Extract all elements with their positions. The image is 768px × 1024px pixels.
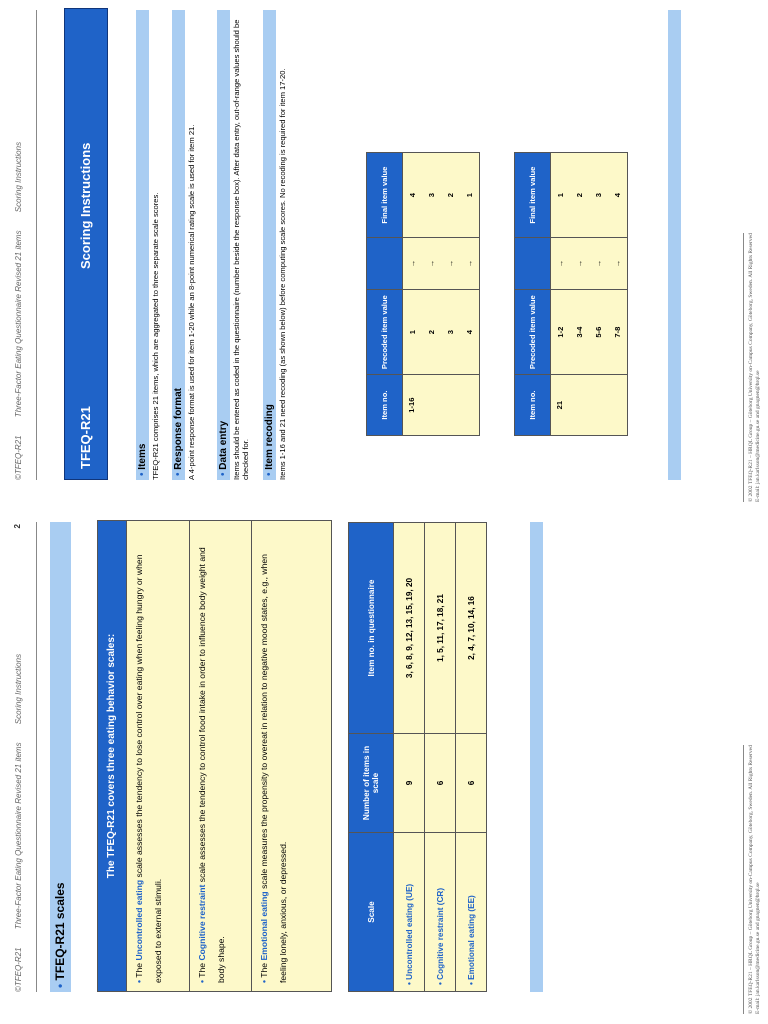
footer-rule [743, 745, 744, 1014]
section-title: Item recoding [264, 404, 275, 470]
scales-box-title: The TFEQ-R21 covers three eating behavior scales: [98, 521, 126, 991]
final-cell: 3 [589, 153, 608, 238]
count-cell: 9 [394, 734, 425, 833]
bullet-icon: • [404, 979, 414, 985]
bullet-icon: • [197, 979, 207, 983]
bullet-icon: • [173, 472, 184, 476]
scales-table [348, 522, 487, 992]
section-heading-items [136, 10, 149, 480]
section-title: Response format [173, 388, 184, 470]
count-cell: 6 [456, 734, 487, 833]
final-cell: 2 [441, 153, 460, 238]
arrow-icon: → [460, 238, 480, 290]
desc-post: scale assesses the tendency to lose control over eating when feeling hungry or when exposed to external stimuli. [134, 554, 163, 983]
bullet-icon: • [137, 472, 148, 476]
header-title: Three-Factor Eating Questionnaire Revised 21 items [14, 742, 23, 930]
items-cell: 3, 6, 8, 9, 12, 13, 15, 19, 20 [394, 523, 425, 734]
section-heading [50, 522, 71, 992]
bullet-icon: • [53, 983, 67, 988]
scale-name: Emotional eating (EE) [466, 895, 476, 980]
col-header-final: Final item value [367, 153, 403, 238]
scale-name-cell [394, 833, 425, 992]
scale-description-ee [251, 521, 318, 991]
col-header-number: Number of items in scale [349, 734, 394, 833]
bottom-bar [668, 10, 681, 480]
bullet-icon: • [264, 472, 275, 476]
final-cell: 2 [570, 153, 589, 238]
col-header-precoded: Precoded item value [515, 290, 551, 375]
bullet-icon: • [466, 979, 476, 985]
section-title: Data entry [218, 420, 229, 470]
table-row [394, 523, 425, 992]
footer-email: E-mail: jan.karlsson@medicine.gu.se and gnagnen@hrql.se [755, 882, 761, 1014]
section-text-recoding: Items 1-16 and 21 need recoding (as shown below) before computing scale scores. No recoding is required for item 17-20. [278, 68, 287, 480]
section-heading-recoding [263, 10, 276, 480]
precoded-cell: 7-8 [608, 290, 628, 375]
footer-email: E-mail: jan.karlsson@medicine.gu.se and gnagnen@hrql.se [755, 370, 761, 502]
arrow-icon: → [403, 238, 423, 290]
col-header-arrow [367, 238, 403, 290]
table-row [456, 523, 487, 992]
page-footer [748, 745, 762, 1014]
scales-description-box [97, 520, 332, 992]
recode-table-21 [514, 152, 628, 436]
table-header-row [349, 523, 394, 992]
precoded-cell: 1 [403, 290, 423, 375]
header-section: Scoring Instructions [14, 141, 23, 213]
precoded-cell: 3-4 [570, 290, 589, 375]
scale-description-ue [126, 521, 189, 991]
header-title: Three-Factor Eating Questionnaire Revised 21 items [14, 230, 23, 418]
title-band-right: Scoring Instructions [78, 142, 93, 269]
desc-post: scale measures the propensity to overeat in relation to negative mood states, e.g., when feeling lonely, anxious, or depressed. [259, 554, 288, 983]
title-band-left: TFEQ-R21 [78, 406, 93, 469]
header-rule [36, 10, 37, 480]
table-row [551, 153, 571, 436]
arrow-icon: → [441, 238, 460, 290]
item-cell: 21 [551, 375, 628, 436]
scale-name-cell [425, 833, 456, 992]
scale-name: Uncontrolled eating (UE) [404, 883, 414, 980]
desc-pre: The [134, 960, 144, 978]
page-number: 2 [13, 524, 22, 529]
arrow-icon: → [551, 238, 571, 290]
arrow-icon: → [422, 238, 441, 290]
page-footer [748, 233, 762, 502]
header-code: ©TFEQ-R21 [14, 435, 23, 480]
title-band [64, 8, 108, 480]
scale-term: Uncontrolled eating [134, 879, 144, 961]
final-cell: 4 [608, 153, 628, 238]
col-header-items: Item no. in questionnaire [349, 523, 394, 734]
arrow-icon: → [570, 238, 589, 290]
footer-copyright: © 2002 TFEQ-R21 – HRQL Group – Göteborg University on-Campus Company, Göteborg, Sweden. All Rights Reserved [748, 233, 754, 502]
col-header-item: Item no. [515, 375, 551, 436]
header-rule [36, 522, 37, 992]
footer-copyright: © 2002 TFEQ-R21 – HRQL Group – Göteborg University on-Campus Company, Göteborg, Sweden. All Rights Reserved [748, 745, 754, 1014]
table-row [403, 153, 423, 436]
recode-table-1-16 [366, 152, 480, 436]
scale-name-cell [456, 833, 487, 992]
col-header-arrow [515, 238, 551, 290]
desc-post: scale assesses the tendency to control food intake in order to influence body weight and body shape. [197, 547, 226, 983]
section-title: Items [137, 443, 148, 470]
desc-pre: The [197, 960, 207, 978]
scale-term: Emotional eating [259, 891, 269, 961]
items-cell: 1, 5, 11, 17, 18, 21 [425, 523, 456, 734]
count-cell: 6 [425, 734, 456, 833]
page-header [14, 638, 23, 992]
table-header-row [515, 153, 551, 436]
arrow-icon: → [589, 238, 608, 290]
table-header-row [367, 153, 403, 436]
precoded-cell: 4 [460, 290, 480, 375]
header-code: ©TFEQ-R21 [14, 947, 23, 992]
col-header-precoded: Precoded item value [367, 290, 403, 375]
heading-text: TFEQ-R21 scales [53, 882, 67, 981]
final-cell: 1 [551, 153, 571, 238]
scale-name: Cognitive restraint (CR) [435, 887, 445, 980]
table-row [425, 523, 456, 992]
section-heading-response [172, 10, 185, 480]
final-cell: 4 [403, 153, 423, 238]
col-header-final: Final item value [515, 153, 551, 238]
scale-description-cr [189, 521, 251, 991]
precoded-cell: 3 [441, 290, 460, 375]
section-text-response: A 4-point response format is used for item 1-20 while an 8-point numerical rating scale is used for item 21. [187, 124, 196, 480]
bullet-icon: • [259, 979, 269, 983]
section-text-data-entry: Items should be entered as coded in the questionnaire (number beside the response box). After data entry, out-of-range values should be checked for. [232, 19, 250, 480]
col-header-item: Item no. [367, 375, 403, 436]
bullet-icon: • [435, 979, 445, 985]
header-section: Scoring Instructions [14, 653, 23, 725]
bullet-icon: • [134, 979, 144, 983]
col-header-scale: Scale [349, 833, 394, 992]
items-cell: 2, 4, 7, 10, 14, 16 [456, 523, 487, 734]
final-cell: 1 [460, 153, 480, 238]
bullet-icon: • [218, 472, 229, 476]
arrow-icon: → [608, 238, 628, 290]
section-heading-data-entry [217, 10, 230, 480]
scale-term: Cognitive restraint [197, 884, 207, 961]
precoded-cell: 2 [422, 290, 441, 375]
section-text-items: TFEQ-R21 comprises 21 items, which are aggregated to three separate scale scores. [151, 192, 160, 480]
precoded-cell: 1-2 [551, 290, 571, 375]
page-scales [0, 512, 768, 1024]
footer-rule [743, 233, 744, 502]
item-cell: 1-16 [403, 375, 480, 436]
precoded-cell: 5-6 [589, 290, 608, 375]
desc-pre: The [259, 960, 269, 978]
final-cell: 3 [422, 153, 441, 238]
page-header [14, 126, 23, 480]
bottom-bar [530, 522, 543, 992]
